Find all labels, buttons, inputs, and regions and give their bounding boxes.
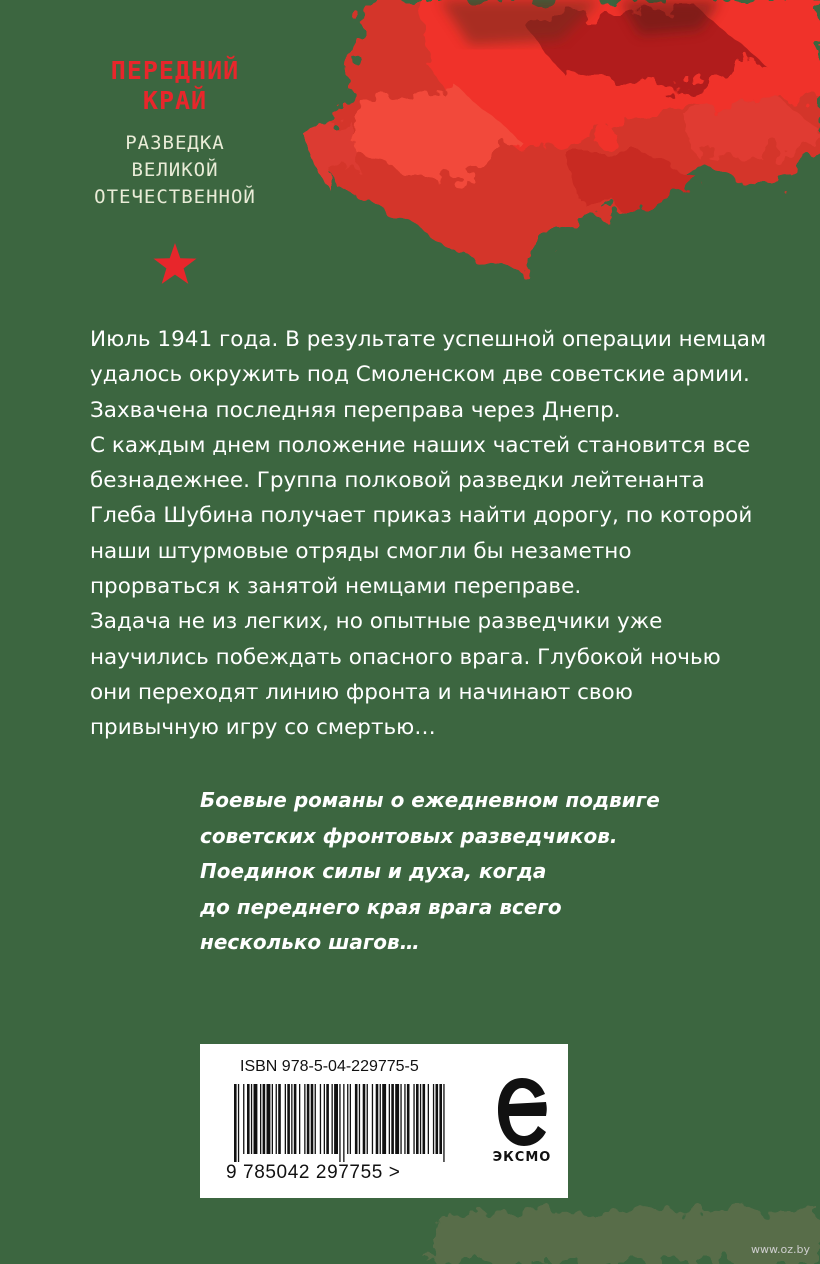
barcode-panel bbox=[200, 1044, 568, 1198]
barcode-bar bbox=[238, 1084, 239, 1162]
annotation-line: привычную игру со смертью… bbox=[90, 715, 436, 741]
barcode-bar bbox=[433, 1084, 434, 1154]
red-star-icon bbox=[152, 242, 198, 286]
annotation-line: удалось окружить под Смоленском две советские армии. bbox=[90, 362, 750, 388]
tagline-line: Боевые романы о ежедневном подвиге bbox=[200, 788, 660, 812]
barcode-bar bbox=[372, 1084, 373, 1154]
barcode-bar bbox=[307, 1084, 310, 1154]
barcode-bar bbox=[428, 1084, 429, 1154]
tagline-line: до переднего края врага всего bbox=[200, 894, 562, 919]
barcode-bar bbox=[254, 1084, 258, 1154]
barcode-bar bbox=[285, 1084, 286, 1154]
series-title-line: ПЕРЕДНИЙ bbox=[110, 56, 240, 85]
series-subtitle bbox=[80, 130, 270, 211]
barcode-bar bbox=[243, 1084, 244, 1154]
barcode-bar bbox=[347, 1084, 348, 1154]
tagline-line: советских фронтовых разведчиков. bbox=[200, 823, 618, 848]
barcode-bar bbox=[324, 1084, 325, 1154]
barcode-bar bbox=[276, 1084, 277, 1154]
barcode-bar bbox=[234, 1084, 237, 1162]
annotation-line: Глеба Шубина получает приказ найти дорогу, по которой bbox=[90, 503, 753, 529]
barcode-bar bbox=[380, 1084, 381, 1154]
tagline-line: несколько шагов… bbox=[200, 930, 420, 954]
annotation-line: Захвачена последняя переправа через Днепр. bbox=[90, 397, 621, 423]
barcode bbox=[232, 1084, 448, 1162]
barcode-bar bbox=[272, 1084, 273, 1154]
barcode-bar bbox=[334, 1084, 338, 1154]
annotation-line: прорваться к занятой немцами переправе. bbox=[90, 574, 582, 600]
barcode-bar bbox=[389, 1084, 390, 1154]
annotation-line: они переходят линию фронта и начинают свою bbox=[90, 679, 633, 705]
barcode-bar bbox=[413, 1084, 414, 1154]
barcode-bar bbox=[404, 1084, 405, 1154]
barcode-bar bbox=[355, 1084, 358, 1154]
barcode-bar bbox=[291, 1084, 292, 1154]
eksmo-logo-icon bbox=[494, 1074, 550, 1154]
barcode-bar bbox=[320, 1084, 321, 1154]
book-annotation bbox=[90, 322, 790, 746]
barcode-bar bbox=[287, 1084, 290, 1154]
barcode-bar bbox=[407, 1084, 410, 1154]
barcode-bar bbox=[278, 1084, 281, 1154]
annotation-line: научились побеждать опасного врага. Глубокой ночью bbox=[90, 644, 721, 670]
barcode-bar bbox=[251, 1084, 252, 1154]
barcode-bar bbox=[304, 1084, 305, 1154]
barcode-bar bbox=[332, 1084, 333, 1154]
barcode-bar bbox=[350, 1084, 351, 1154]
series-title bbox=[80, 56, 270, 116]
barcode-bar bbox=[247, 1084, 250, 1154]
series-subtitle-line: ВЕЛИКОЙ bbox=[131, 159, 219, 181]
barcode-bar bbox=[343, 1084, 344, 1162]
barcode-bar bbox=[400, 1084, 401, 1154]
annotation-line: Июль 1941 года. В результате успешной операции немцам bbox=[90, 327, 767, 352]
annotation-line: С каждым днем положение наших частей становится все bbox=[90, 432, 751, 458]
barcode-bar bbox=[416, 1084, 419, 1154]
barcode-bar bbox=[339, 1084, 340, 1162]
barcode-bar bbox=[382, 1084, 386, 1154]
barcode-digits: 9 785042 297755 > bbox=[226, 1162, 401, 1183]
annotation-line: безнадежнее. Группа полковой разведки лейтенанта bbox=[90, 468, 705, 494]
barcode-bar bbox=[376, 1084, 379, 1154]
barcode-bar bbox=[263, 1084, 266, 1154]
barcode-bar bbox=[420, 1084, 421, 1154]
tagline-line: Поединок силы и духа, когда bbox=[200, 859, 547, 883]
barcode-bar bbox=[311, 1084, 314, 1154]
watermark: www.oz.by bbox=[751, 1243, 810, 1256]
barcode-bar bbox=[299, 1084, 300, 1154]
series-title-line: КРАЙ bbox=[142, 86, 208, 115]
barcode-bar bbox=[294, 1084, 297, 1154]
annotation-line: Задача не из легких, но опытные разведчики уже bbox=[90, 609, 663, 635]
series-subtitle-line: ОТЕЧЕСТВЕННОЙ bbox=[94, 186, 256, 208]
barcode-bar bbox=[363, 1084, 366, 1154]
annotation-line: наши штурмовые отряды смогли бы незаметно bbox=[90, 538, 632, 564]
series-tagline bbox=[200, 783, 760, 961]
barcode-bar bbox=[359, 1084, 360, 1154]
barcode-bar bbox=[260, 1084, 261, 1154]
barcode-bar bbox=[395, 1084, 399, 1154]
barcode-bar bbox=[326, 1084, 329, 1154]
barcode-bar bbox=[439, 1084, 442, 1154]
series-subtitle-line: РАЗВЕДКА bbox=[125, 132, 225, 154]
barcode-bar bbox=[423, 1084, 426, 1154]
barcode-bar bbox=[443, 1084, 444, 1162]
barcode-bar bbox=[436, 1084, 439, 1154]
barcode-bar bbox=[367, 1084, 368, 1154]
barcode-bar bbox=[267, 1084, 271, 1154]
barcode-bar bbox=[315, 1084, 316, 1154]
publisher-name: ЭКСМО bbox=[492, 1150, 552, 1165]
barcode-bar bbox=[391, 1084, 394, 1154]
isbn-label: ISBN 978-5-04-229775-5 bbox=[240, 1058, 419, 1075]
